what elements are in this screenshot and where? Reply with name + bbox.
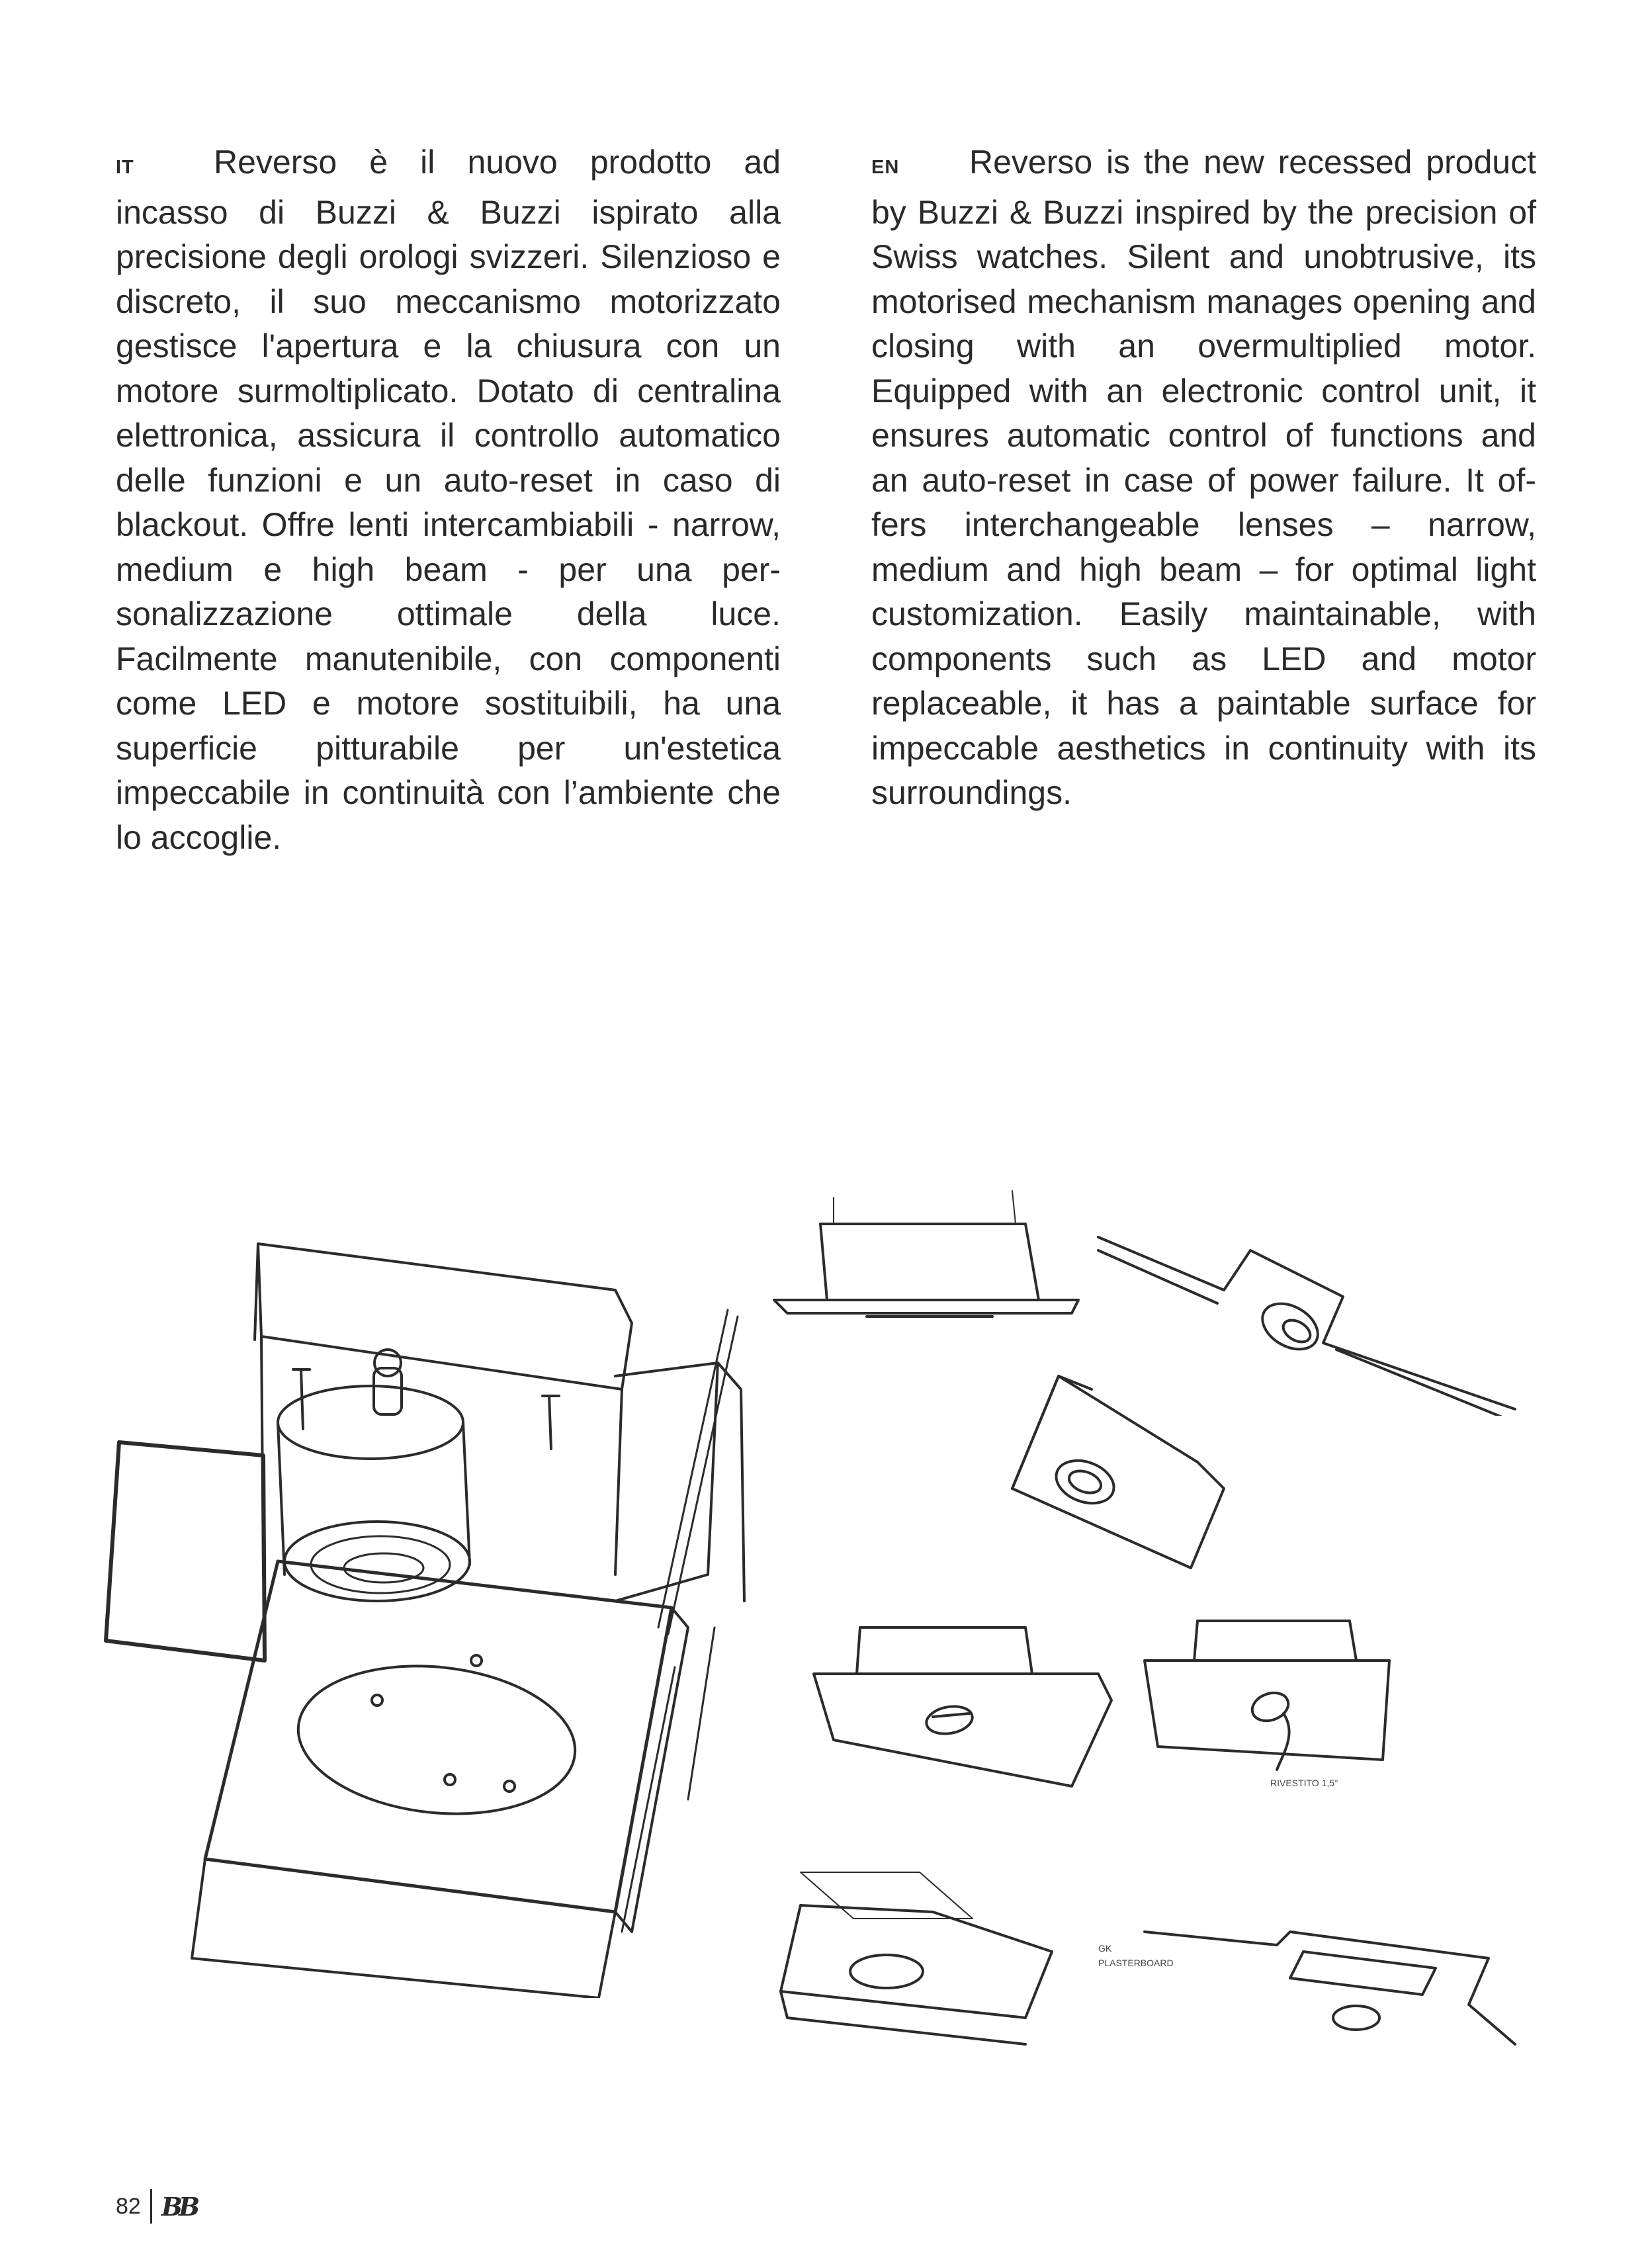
- english-text-column: [871, 140, 1536, 816]
- page-number: 82: [116, 2193, 141, 2219]
- sketch-plasterboard-view-right: [1092, 1905, 1522, 2057]
- sketch-gk-label: GK: [1098, 1943, 1112, 1954]
- italian-text-column: [116, 140, 781, 860]
- footer-separator: [150, 2189, 152, 2224]
- english-paragraph: Reverso is the new recessed product by Buzzi & Buzzi inspired by the precision of Swiss watches. Silent and unobtrusive, its motorised mechanism manages opening and closing with an overmultiplied motor. Equipped with an electronic control unit, it ensures automatic control of functions and an auto-reset in case of power failure. It offers interchangeable lenses – narrow, medium and high beam – for optimal light customization. Easily maintainable, with components such as LED and motor replaceable, it has a paintable surface for impeccable aesthetics in continuity with its surroundings.: [871, 144, 1536, 811]
- italian-paragraph: Reverso è il nuovo prodotto ad incasso di Buzzi & Buzzi ispirato alla precisione degli orologi svizzeri. Silenzioso e discreto, il suo meccanismo motorizzato gestisce l'apertura e la chiusura con un motore surmoltiplicato. Dotato di centralina elettronica, assicura il controllo automatico delle funzioni e un auto-reset in caso di blackout. Offre lenti intercambiabili - narrow, medium e high beam - per una personalizzazione ottimale della luce. Facilmente manutenibile, con componenti come LED e motore sostituibili, ha una superficie pitturabile per un'estetica impeccabile in continuità con l’ambiente che lo accoglie.: [116, 144, 781, 856]
- sketch-box-round-lens: [973, 1363, 1237, 1581]
- sketch-note-label: RIVESTITO 1,5°: [1270, 1778, 1338, 1788]
- lang-code-it: IT: [116, 157, 134, 178]
- brand-logo: BB: [161, 2191, 196, 2222]
- sketch-plasterboard-label: PLASTERBOARD: [1098, 1958, 1174, 1968]
- sketch-plasterboard-view-left: [761, 1859, 1072, 2051]
- sketch-ceiling-fixture-left: [807, 1608, 1138, 1806]
- sketch-ceiling-fixture-right: [1138, 1608, 1403, 1806]
- sketch-ceiling-box-side: [761, 1171, 1092, 1330]
- page-footer: [116, 2186, 196, 2226]
- lang-code-en: EN: [871, 157, 900, 178]
- main-isometric-sketch: [93, 1204, 767, 1998]
